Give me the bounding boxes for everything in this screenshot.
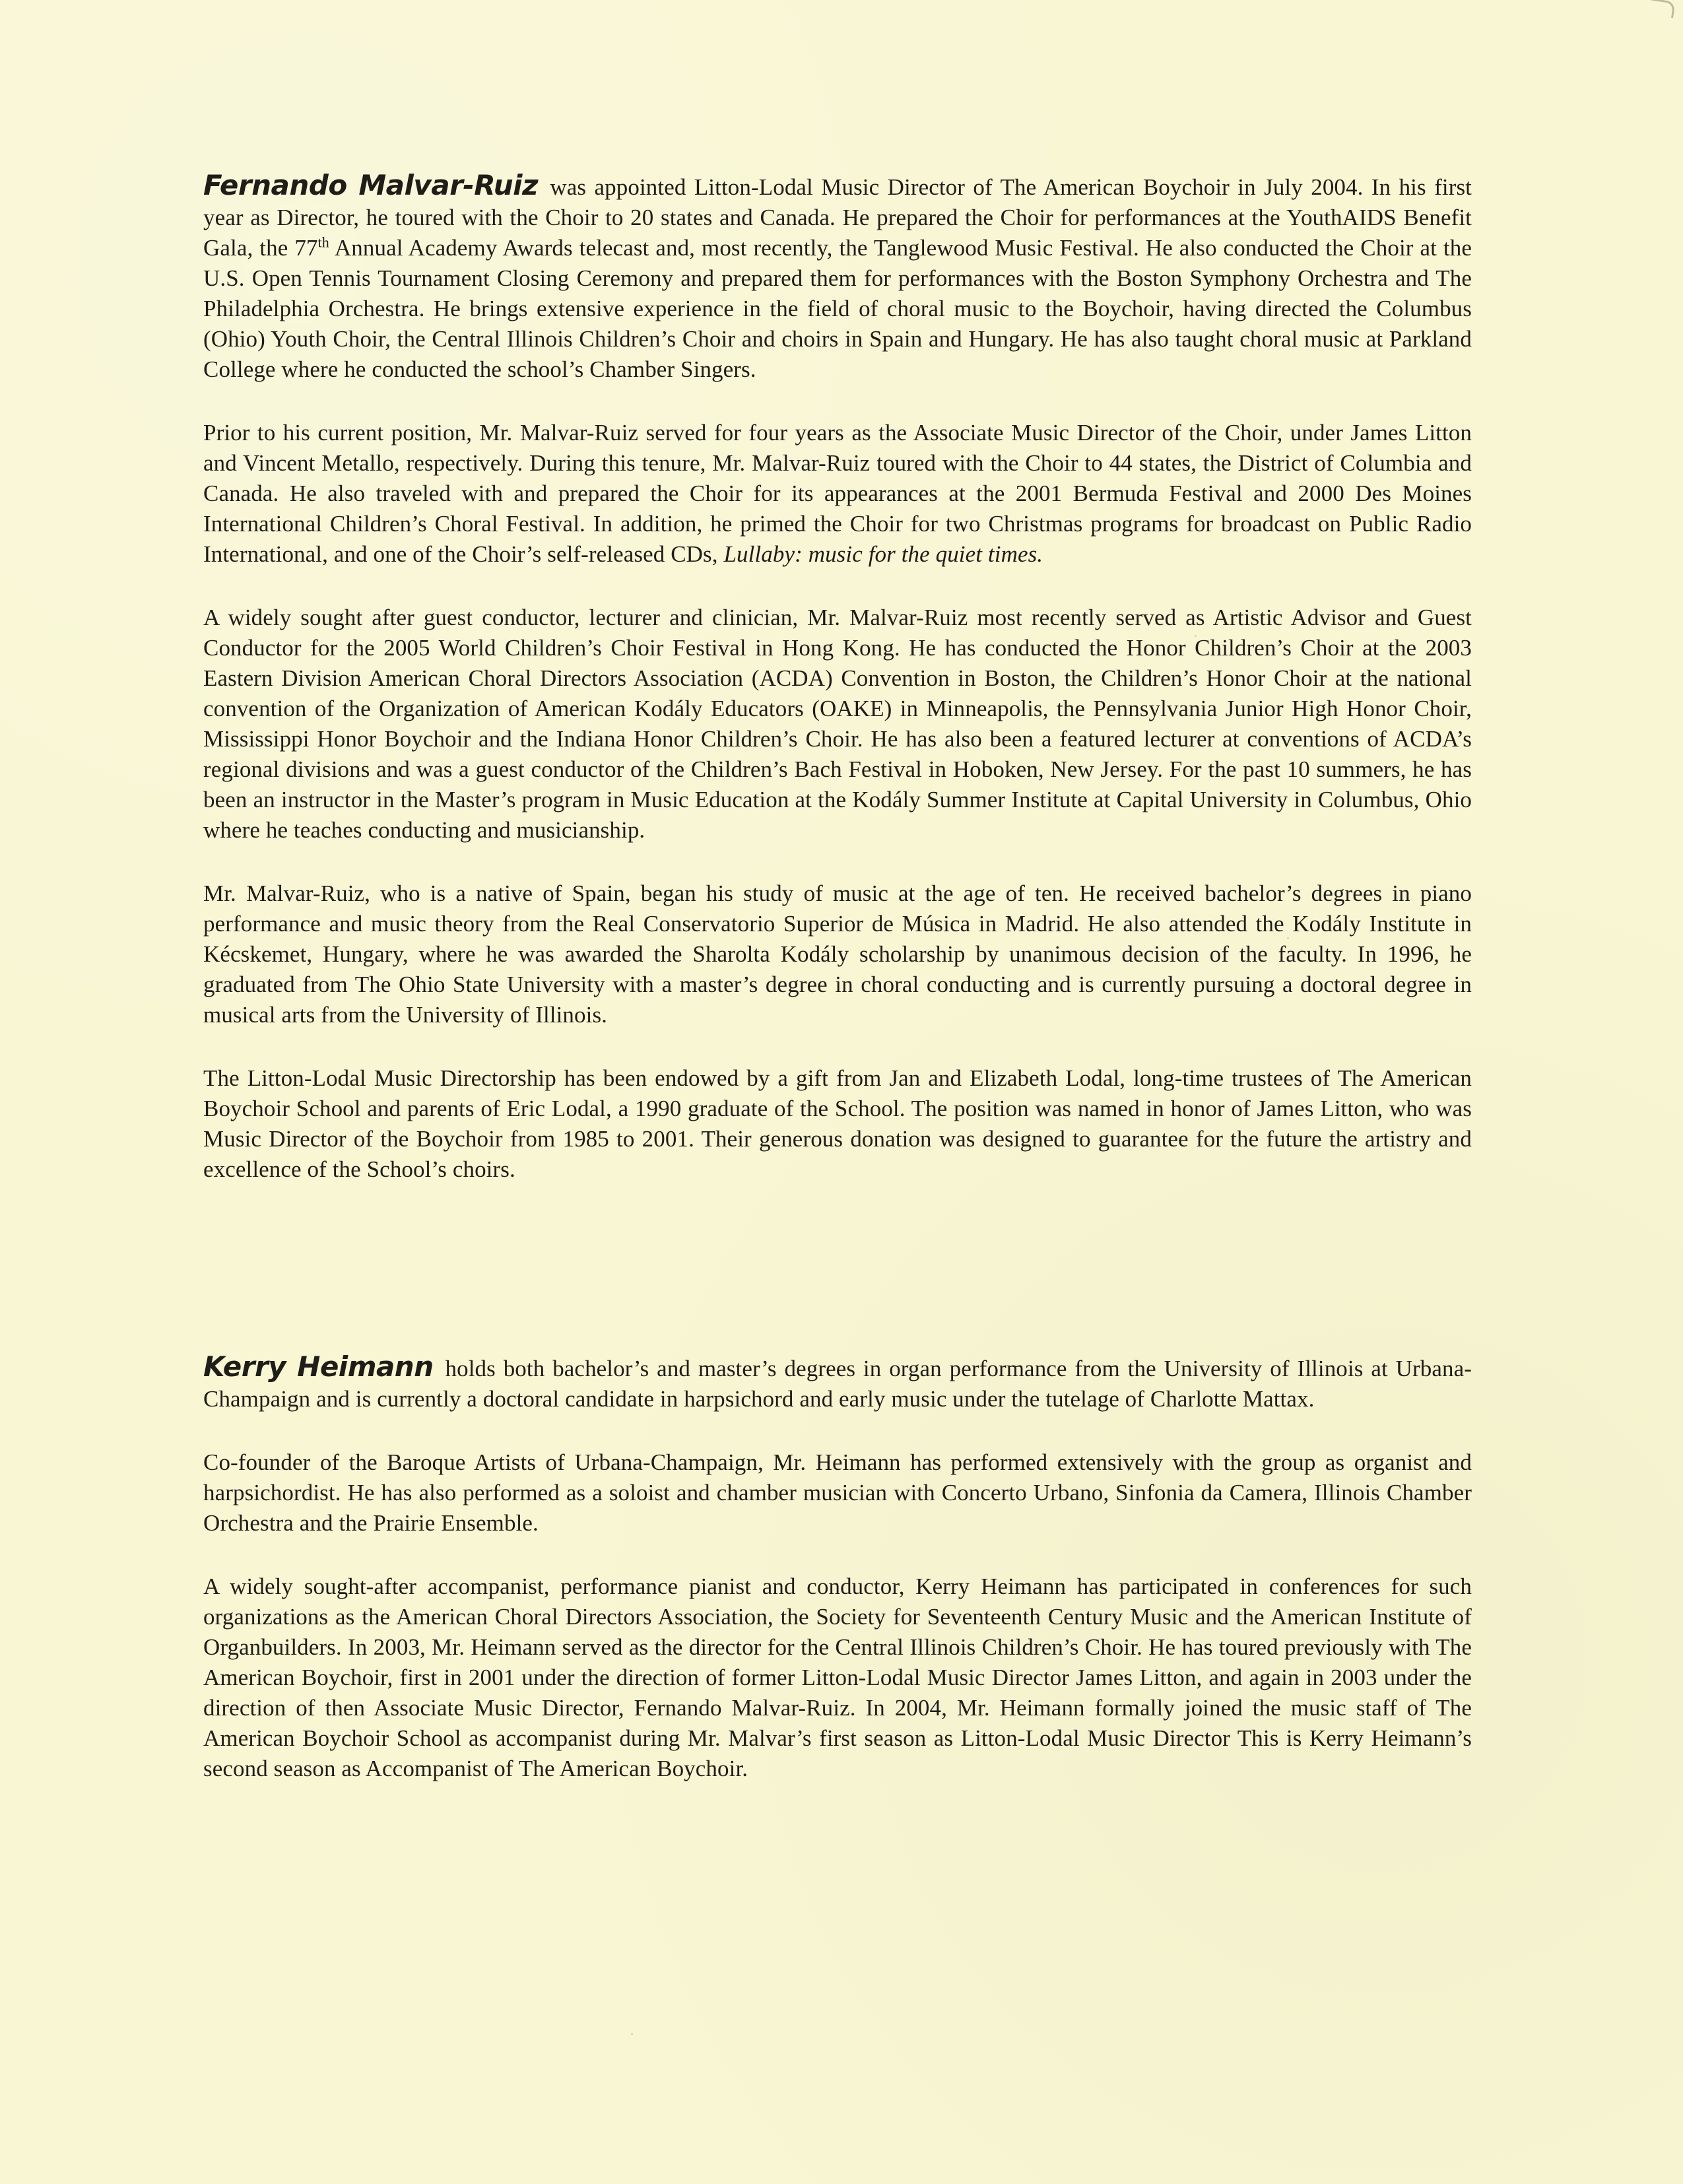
heimann-paragraph-2: Co-founder of the Baroque Artists of Urbana-Champaign, Mr. Heimann has performed extensively with the group as organist and harpsichordist. He has also performed as a soloist and chamber musician with Concerto Urbano, Sinfonia da Camera, Illinois Chamber Orchestra and the Prairie Ensemble.	[203, 1449, 1472, 1536]
malvar-paragraph-5: The Litton-Lodal Music Directorship has been endowed by a gift from Jan and Elizabeth Lodal, long-time trustees of The American Boychoir School and parents of Eric Lodal, a 1990 graduate of the School. The position was named in honor of James Litton, who was Music Director of the Boychoir from 1985 to 2001. Their generous donation was designed to guarantee for the future the artistry and excellence of the School’s choirs.	[203, 1065, 1472, 1182]
malvar-paragraph-2-text: Prior to his current position, Mr. Malvar-Ruiz served for four years as the Associate Music Director of the Choir, under James Litton and Vincent Metallo, respectively. During this tenure, Mr. Malvar-Ruiz toured with the Choir to 44 states, the District of Columbia and Canada. He also traveled with and prepared the Choir for its appearances at the 2001 Bermuda Festival and 2000 Des Moines International Children’s Choral Festival. In addition, he primed the Choir for two Christmas programs for broadcast on Public Radio International, and one of the Choir’s self-released CDs,	[203, 420, 1472, 567]
malvar-paragraph-1	[203, 170, 1472, 385]
paper-speck	[631, 2033, 633, 2035]
biography-name: Kerry Heimann	[203, 1350, 434, 1383]
paper-speck	[747, 892, 749, 894]
album-title: Lullaby: music for the quiet times.	[723, 541, 1043, 567]
malvar-paragraph-1-lead: was appointed Litton-Lodal Music Director of The American Boychoir in July 2004. In his first year as Director, he toured with the Choir to 20 states and Canada. He prepared the Choir for performances at the YouthAIDS Benefit Gala, the 77	[203, 174, 1472, 261]
paper-speck	[1195, 635, 1197, 637]
heimann-paragraph-3: A widely sought-after accompanist, performance pianist and conductor, Kerry Heimann has participated in conferences for such organizations as the American Choral Directors Association, the Society for Seventeenth Century Music and the American Institute of Organbuilders. In 2003, Mr. Heimann served as the director for the Central Illinois Children’s Choir. He has toured previously with The American Boychoir, first in 2001 under the direction of former Litton-Lodal Music Director James Litton, and again in 2003 under the direction of then Associate Music Director, Fernando Malvar-Ruiz. In 2004, Mr. Heimann formally joined the music staff of The American Boychoir School as accompanist during Mr. Malvar’s first season as Litton-Lodal Music Director This is Kerry Heimann’s second season as Accompanist of The American Boychoir.	[203, 1573, 1472, 1781]
malvar-paragraph-1-tail: Annual Academy Awards telecast and, most recently, the Tanglewood Music Festival. He also conducted the Choir at the U.S. Open Tennis Tournament Closing Ceremony and prepared them for performances with the Boston Symphony Orchestra and The Philadelphia Orchestra. He brings extensive experience in the field of choral music to the Boychoir, having directed the Columbus (Ohio) Youth Choir, the Central Illinois Children’s Choir and choirs in Spain and Hungary. He has also taught choral music at Parkland College where he conducted the school’s Chamber Singers.	[203, 235, 1472, 382]
ordinal-superscript: th	[317, 234, 329, 251]
biography-fernando-malvar-ruiz	[203, 170, 1472, 1218]
malvar-paragraph-4: Mr. Malvar-Ruiz, who is a native of Spain, began his study of music at the age of ten. He received bachelor’s degrees in piano performance and music theory from the Real Conservatorio Superior de Música in Madrid. He also attended the Kodály Institute in Kécskemet, Hungary, where he was awarded the Sharolta Kodály scholarship by unanimous decision of the faculty. In 1996, he graduated from The Ohio State University with a master’s degree in choral conducting and is currently pursuing a doctoral degree in musical arts from the University of Illinois.	[203, 880, 1472, 1028]
page-corner-mark	[1649, 0, 1675, 18]
biography-name: Fernando Malvar-Ruiz	[203, 169, 539, 201]
heimann-paragraph-1	[203, 1352, 1472, 1414]
heimann-paragraph-1-text: holds both bachelor’s and master’s degrees in organ performance from the University of Illinois at Urbana-Champaign and is currently a doctoral candidate in harpsichord and early music under the tutelage of Charlotte Mattax.	[203, 1356, 1472, 1412]
malvar-paragraph-2	[203, 418, 1472, 570]
paper-speck	[1287, 937, 1289, 939]
biography-kerry-heimann	[203, 1352, 1472, 1817]
malvar-paragraph-3: A widely sought after guest conductor, lecturer and clinician, Mr. Malvar-Ruiz most recently served as Artistic Advisor and Guest Conductor for the 2005 World Children’s Choir Festival in Hong Kong. He has conducted the Honor Children’s Choir at the 2003 Eastern Division American Choral Directors Association (ACDA) Convention in Boston, the Children’s Honor Choir at the national convention of the Organization of American Kodály Educators (OAKE) in Minneapolis, the Pennsylvania Junior High Honor Choir, Mississippi Honor Boychoir and the Indiana Honor Children’s Choir. He has also been a featured lecturer at conventions of ACDA’s regional divisions and was a guest conductor of the Children’s Bach Festival in Hoboken, New Jersey. For the past 10 summers, he has been an instructor in the Master’s program in Music Education at the Kodály Summer Institute at Capital University in Columbus, Ohio where he teaches conducting and musicianship.	[203, 605, 1472, 843]
